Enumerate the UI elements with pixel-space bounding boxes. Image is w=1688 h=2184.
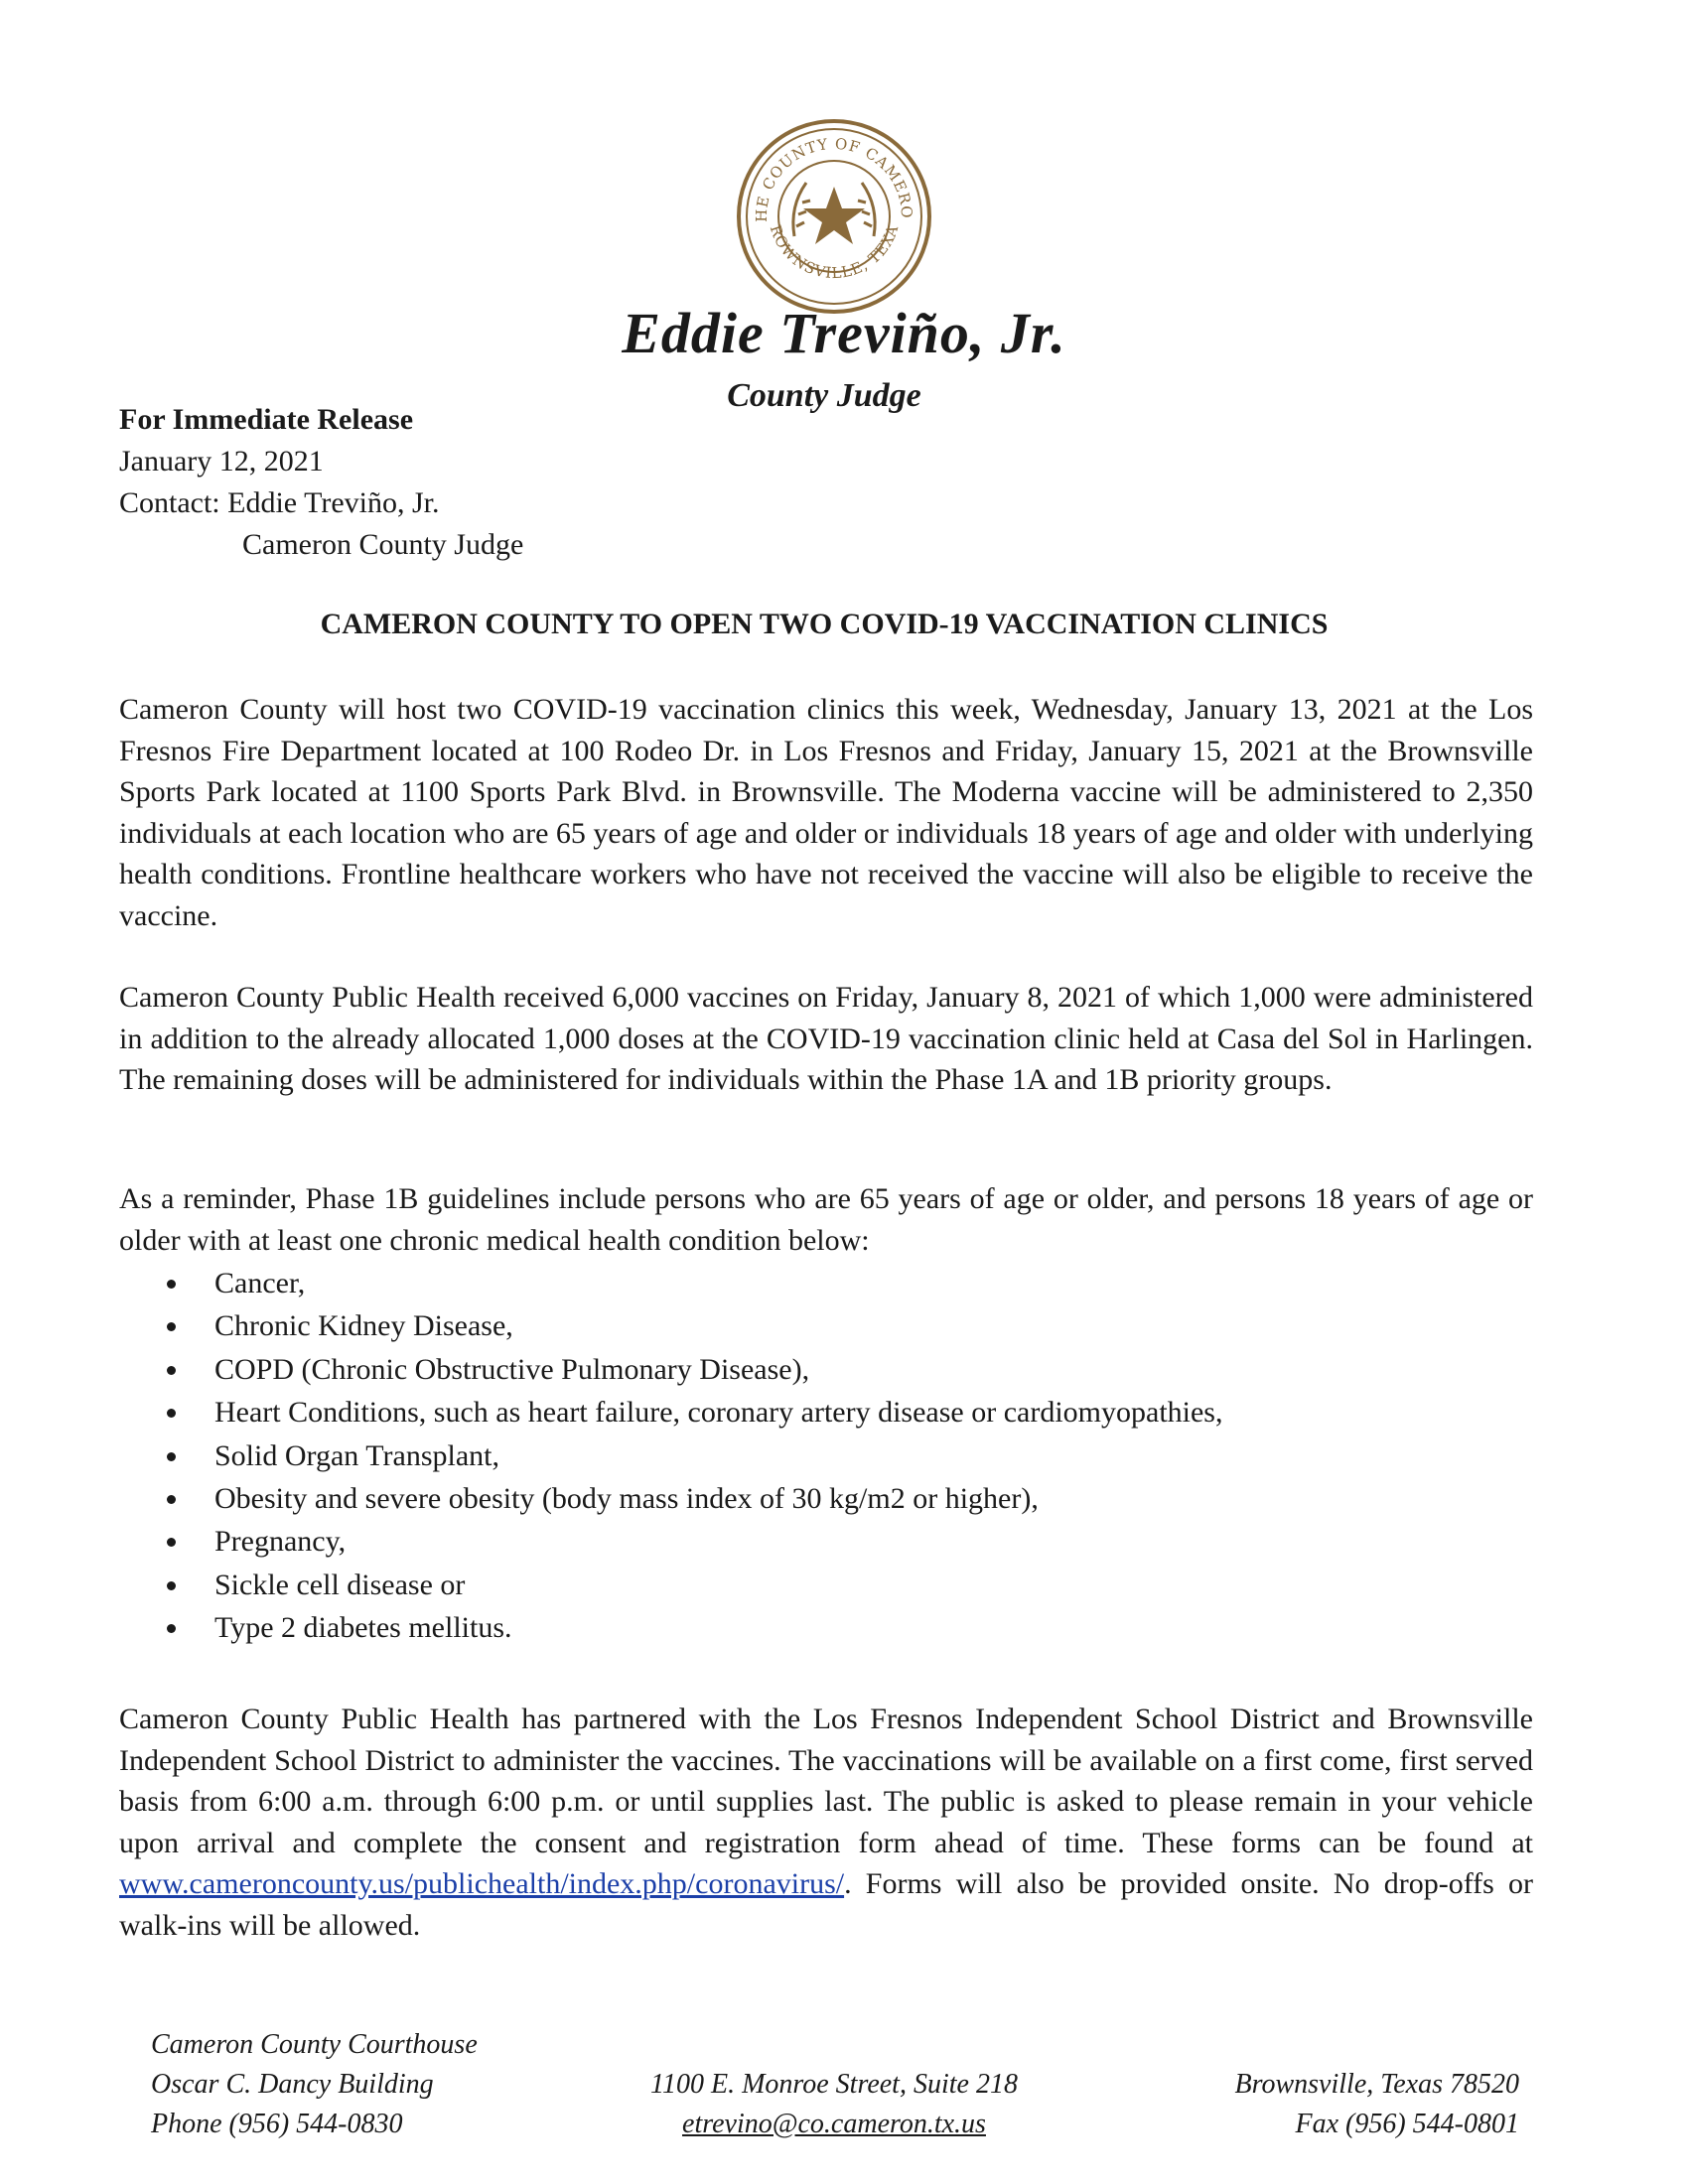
list-item: Type 2 diabetes mellitus. — [119, 1606, 1222, 1649]
release-label: For Immediate Release — [119, 403, 414, 436]
page-title: CAMERON COUNTY TO OPEN TWO COVID-19 VACCINATION CLINICS — [320, 608, 1329, 640]
judge-title: County Judge — [727, 377, 921, 414]
release-block — [119, 399, 523, 566]
county-seal-logo — [735, 117, 933, 316]
list-item: Obesity and severe obesity (body mass index of 30 kg/m2 or higher), — [119, 1477, 1222, 1520]
release-date: January 12, 2021 — [119, 445, 324, 478]
judge-name: Eddie Treviño, Jr. — [622, 301, 1066, 365]
paragraph-4-end: . Forms will also be provided onsite. No drop-offs or walk-ins will be allowed. — [119, 1867, 1533, 1942]
footer-building-line1: Cameron County Courthouse — [151, 2029, 478, 2060]
paragraph-4-text: Cameron County Public Health has partnered with the Los Fresnos Independent School District and Brownsville Independent School District to administer the vaccines. The vaccinations will be available on a first come, first served basis from 6:00 a.m. through 6:00 p.m. or until supplies last. The public is asked to please remain in your vehicle upon arrival and complete the consent and registration form ahead of time. These forms can be found at — [119, 1703, 1533, 1859]
paragraph-1: Cameron County will host two COVID-19 vaccination clinics this week, Wednesday, January 13, 2021 at the Los Fresnos Fire Department located at 100 Rodeo Dr. in Los Fresnos and Friday, January 15, 2021 at the Brownsville Sports Park located at 1100 Sports Park Blvd. in Brownsville. The Moderna vaccine will be administered to 2,350 individuals at each location who are 65 years of age and older or individuals 18 years of age and older with underlying health conditions. Frontline healthcare workers who have not received the vaccine will also be eligible to receive the vaccine. — [119, 693, 1533, 932]
list-item: Sickle cell disease or — [119, 1564, 1222, 1606]
paragraph-3: As a reminder, Phase 1B guidelines include persons who are 65 years of age or older, and persons 18 years of age or older with at least one chronic medical health condition below: — [119, 1182, 1533, 1257]
footer-building — [151, 2025, 478, 2144]
footer-city — [1235, 2065, 1519, 2144]
seal-top-text: HE COUNTY OF CAMERO — [752, 134, 916, 222]
footer-address — [596, 2065, 1072, 2144]
list-item: Pregnancy, — [119, 1520, 1222, 1563]
footer-fax: Fax (956) 544-0801 — [1295, 2109, 1519, 2139]
conditions-list — [119, 1262, 1222, 1650]
footer-street: 1100 E. Monroe Street, Suite 218 — [650, 2069, 1018, 2100]
paragraph-2: Cameron County Public Health received 6,000 vaccines on Friday, January 8, 2021 of which 1,000 were administered in addition to the already allocated 1,000 doses at the COVID-19 vaccination clinic held at Casa del Sol in Harlingen. The remaining doses will be administered for individuals within the Phase 1A and 1B priority groups. — [119, 981, 1533, 1096]
footer-phone: Phone (956) 544-0830 — [151, 2109, 403, 2139]
contact-title: Cameron County Judge — [242, 528, 524, 561]
footer-email-link[interactable]: etrevino@co.cameron.tx.us — [682, 2109, 986, 2139]
seal-bottom-text: ROWNSVILLE, TEXA — [766, 221, 903, 283]
list-item: Chronic Kidney Disease, — [119, 1304, 1222, 1347]
footer-city-line: Brownsville, Texas 78520 — [1234, 2069, 1519, 2100]
footer-building-line2: Oscar C. Dancy Building — [151, 2069, 434, 2100]
contact-line: Contact: Eddie Treviño, Jr. — [119, 486, 440, 519]
list-item: Cancer, — [119, 1262, 1222, 1304]
paragraph-4 — [119, 1699, 1533, 1946]
list-item: Heart Conditions, such as heart failure, coronary artery disease or cardiomyopathies, — [119, 1391, 1222, 1433]
list-item: Solid Organ Transplant, — [119, 1434, 1222, 1477]
coronavirus-info-link[interactable]: www.cameroncounty.us/publichealth/index.php/coronavirus/ — [119, 1867, 845, 1900]
list-item: COPD (Chronic Obstructive Pulmonary Disease), — [119, 1348, 1222, 1391]
